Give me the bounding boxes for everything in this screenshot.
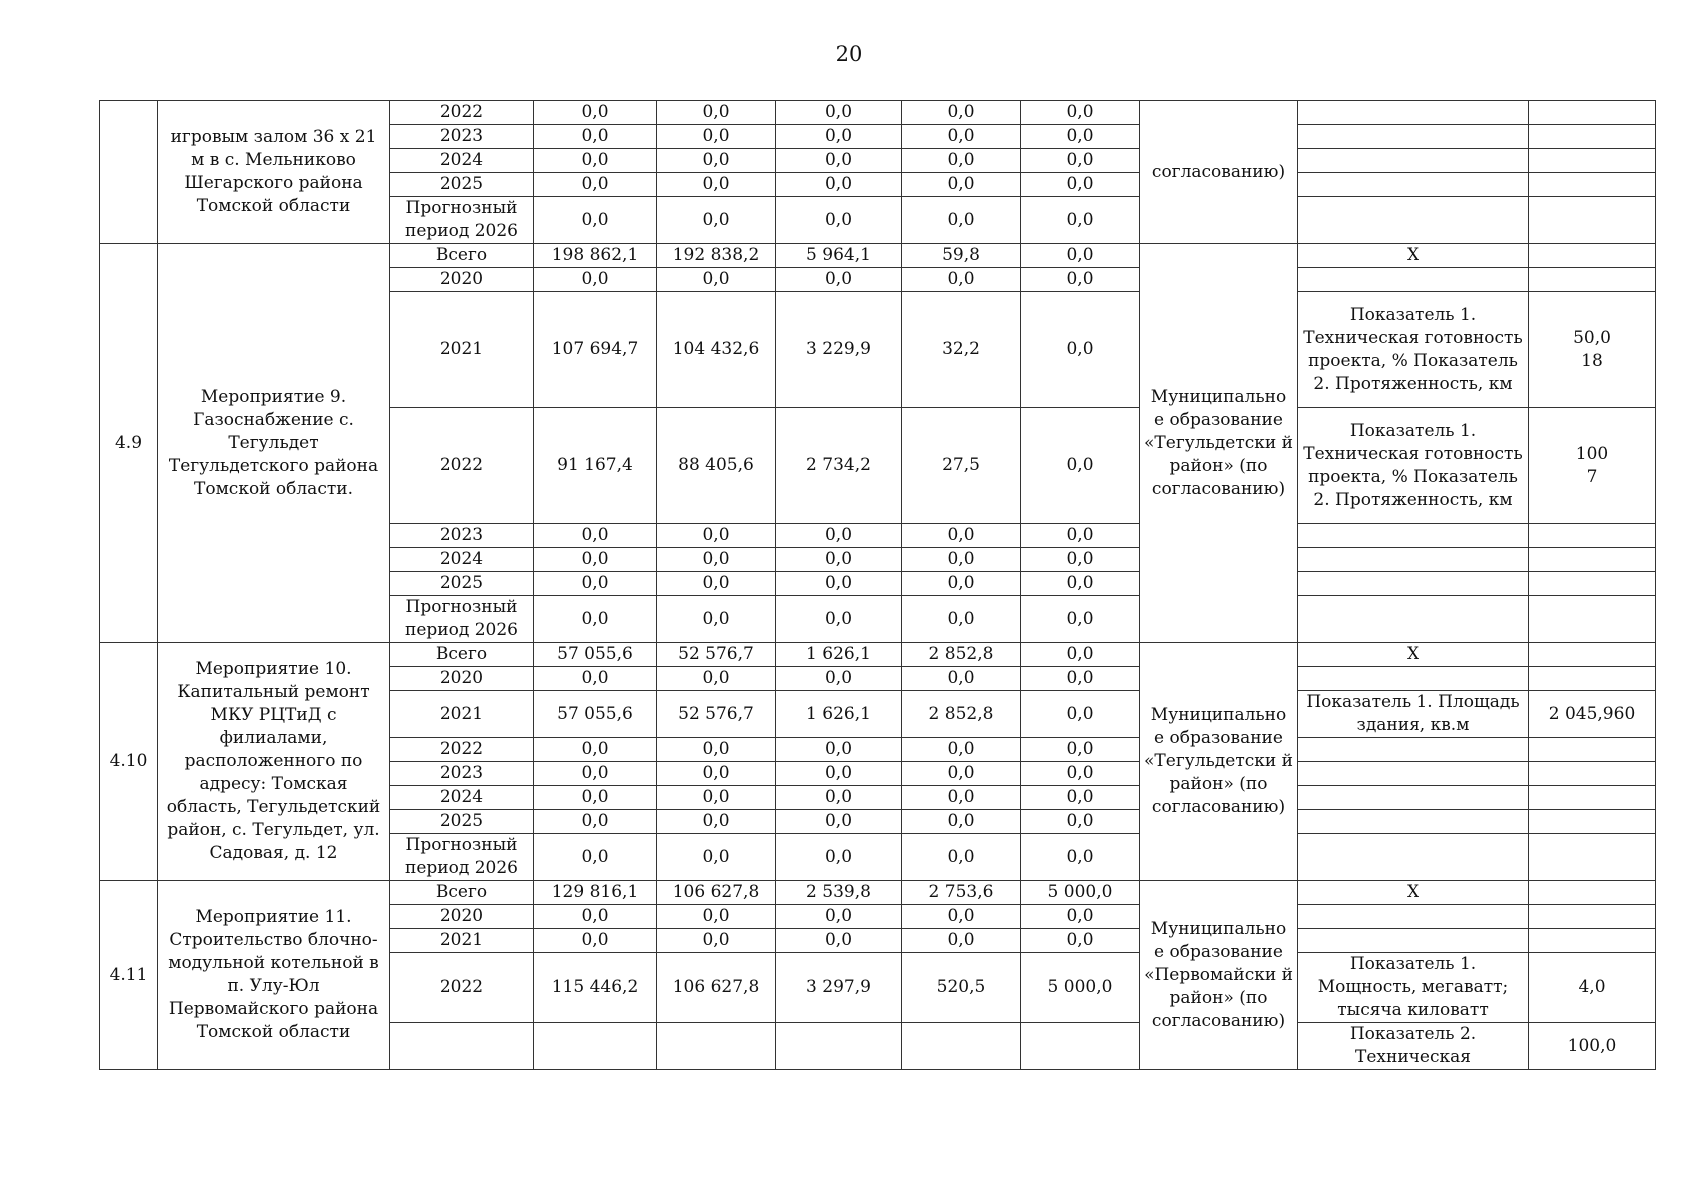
indicator-cell (1298, 173, 1529, 197)
indicator-value (1529, 173, 1656, 197)
amount-cell: 0,0 (902, 173, 1021, 197)
amount-cell: 0,0 (534, 268, 657, 292)
indicator-value (1529, 524, 1656, 548)
indicator-value: 100,0 (1529, 1023, 1656, 1070)
indicator-value-line: 50,0 (1573, 327, 1611, 348)
indicator-value: 4,0 (1529, 953, 1656, 1023)
amount-cell: 0,0 (1021, 524, 1140, 548)
amount-cell: 0,0 (534, 149, 657, 173)
amount-cell (657, 1023, 776, 1070)
amount-cell: 1 626,1 (776, 691, 902, 738)
amount-cell: 198 862,1 (534, 244, 657, 268)
amount-cell: 0,0 (1021, 762, 1140, 786)
amount-cell: 0,0 (776, 101, 902, 125)
indicator-value (1529, 101, 1656, 125)
amount-cell: 0,0 (657, 905, 776, 929)
indicator-cell: Показатель 2. Техническая (1298, 1023, 1529, 1070)
amount-cell: 3 229,9 (776, 292, 902, 408)
period-cell (390, 1023, 534, 1070)
event-index: 4.10 (100, 643, 158, 881)
amount-cell: 0,0 (534, 524, 657, 548)
indicator-value (1529, 408, 1656, 524)
indicator-value (1529, 905, 1656, 929)
table-row (100, 881, 1656, 905)
indicator-value (1529, 810, 1656, 834)
indicator-cell (1298, 596, 1529, 643)
indicator-cell: X (1298, 881, 1529, 905)
amount-cell: 0,0 (902, 786, 1021, 810)
amount-cell: 115 446,2 (534, 953, 657, 1023)
amount-cell: 3 297,9 (776, 953, 902, 1023)
period-cell: 2022 (390, 408, 534, 524)
event-name: Мероприятие 9. Газоснабжение с. Тегульдет Тегульдетского района Томской области. (158, 244, 390, 643)
amount-cell: 0,0 (1021, 125, 1140, 149)
indicator-value (1529, 834, 1656, 881)
amount-cell: 0,0 (1021, 786, 1140, 810)
executor-cell: Муниципально е образование «Первомайски й район» (по согласованию) (1140, 881, 1298, 1070)
amount-cell: 106 627,8 (657, 953, 776, 1023)
amount-cell: 0,0 (902, 762, 1021, 786)
amount-cell: 520,5 (902, 953, 1021, 1023)
period-cell: 2020 (390, 268, 534, 292)
amount-cell: 0,0 (534, 834, 657, 881)
period-cell: 2023 (390, 524, 534, 548)
indicator-cell: Показатель 1. Мощность, мегаватт; тысяча киловатт (1298, 953, 1529, 1023)
amount-cell: 0,0 (776, 596, 902, 643)
table-row (100, 643, 1656, 667)
period-cell: 2023 (390, 125, 534, 149)
indicator-value (1529, 643, 1656, 667)
amount-cell: 5 964,1 (776, 244, 902, 268)
amount-cell: 0,0 (902, 268, 1021, 292)
amount-cell: 0,0 (1021, 548, 1140, 572)
amount-cell (902, 1023, 1021, 1070)
indicator-cell (1298, 929, 1529, 953)
amount-cell: 2 852,8 (902, 691, 1021, 738)
indicator-value-line: 100 (1575, 443, 1609, 464)
executor-cell: Муниципально е образование «Тегульдетски й район» (по согласованию) (1140, 643, 1298, 881)
amount-cell: 0,0 (1021, 149, 1140, 173)
amount-cell: 0,0 (1021, 738, 1140, 762)
indicator-cell: Показатель 1. Техническая готовность проекта, % Показатель 2. Протяженность, км (1298, 408, 1529, 524)
amount-cell: 129 816,1 (534, 881, 657, 905)
period-cell: 2021 (390, 929, 534, 953)
indicator-value (1529, 667, 1656, 691)
indicator-value (1529, 149, 1656, 173)
amount-cell: 0,0 (902, 929, 1021, 953)
amount-cell: 0,0 (534, 197, 657, 244)
amount-cell: 0,0 (657, 548, 776, 572)
amount-cell: 0,0 (776, 738, 902, 762)
amount-cell: 0,0 (1021, 596, 1140, 643)
amount-cell: 0,0 (1021, 197, 1140, 244)
amount-cell: 107 694,7 (534, 292, 657, 408)
amount-cell: 0,0 (657, 834, 776, 881)
event-index: 4.9 (100, 244, 158, 643)
amount-cell: 0,0 (902, 548, 1021, 572)
indicator-value (1529, 292, 1656, 408)
amount-cell: 0,0 (902, 810, 1021, 834)
amount-cell: 0,0 (1021, 244, 1140, 268)
indicator-value-line: 7 (1586, 466, 1598, 487)
amount-cell: 1 626,1 (776, 643, 902, 667)
amount-cell: 91 167,4 (534, 408, 657, 524)
amount-cell: 0,0 (534, 905, 657, 929)
indicator-value: 2 045,960 (1529, 691, 1656, 738)
amount-cell: 88 405,6 (657, 408, 776, 524)
amount-cell: 2 539,8 (776, 881, 902, 905)
amount-cell: 0,0 (1021, 572, 1140, 596)
amount-cell (1021, 1023, 1140, 1070)
amount-cell: 0,0 (902, 596, 1021, 643)
event-name: Мероприятие 11. Строительство блочно-модульной котельной в п. Улу-Юл Первомайского района Томской области (158, 881, 390, 1070)
amount-cell: 0,0 (776, 524, 902, 548)
period-cell: 2020 (390, 905, 534, 929)
amount-cell: 0,0 (657, 810, 776, 834)
indicator-value (1529, 762, 1656, 786)
amount-cell: 0,0 (776, 786, 902, 810)
amount-cell: 0,0 (902, 667, 1021, 691)
amount-cell: 0,0 (776, 149, 902, 173)
amount-cell: 0,0 (1021, 691, 1140, 738)
amount-cell: 106 627,8 (657, 881, 776, 905)
indicator-value (1529, 244, 1656, 268)
amount-cell: 0,0 (1021, 667, 1140, 691)
page-number: 20 (835, 42, 863, 66)
amount-cell: 0,0 (657, 596, 776, 643)
amount-cell: 0,0 (657, 125, 776, 149)
amount-cell: 0,0 (657, 173, 776, 197)
amount-cell: 0,0 (657, 786, 776, 810)
amount-cell: 57 055,6 (534, 691, 657, 738)
indicator-cell (1298, 572, 1529, 596)
table-row (100, 244, 1656, 268)
period-cell: 2024 (390, 149, 534, 173)
indicator-cell (1298, 834, 1529, 881)
indicator-cell (1298, 197, 1529, 244)
indicator-cell: Показатель 1. Техническая готовность проекта, % Показатель 2. Протяженность, км (1298, 292, 1529, 408)
amount-cell: 0,0 (657, 524, 776, 548)
amount-cell: 0,0 (902, 572, 1021, 596)
table-row (100, 101, 1656, 125)
period-cell: 2021 (390, 691, 534, 738)
indicator-value (1529, 268, 1656, 292)
amount-cell: 0,0 (1021, 173, 1140, 197)
amount-cell: 0,0 (1021, 292, 1140, 408)
amount-cell: 0,0 (534, 667, 657, 691)
indicator-value (1529, 738, 1656, 762)
amount-cell: 5 000,0 (1021, 881, 1140, 905)
amount-cell: 0,0 (776, 834, 902, 881)
event-name: Мероприятие 10. Капитальный ремонт МКУ РЦТиД с филиалами, расположенного по адресу: Томская область, Тегульдетский район, с. Тегульдет, ул. Садовая, д. 12 (158, 643, 390, 881)
amount-cell: 59,8 (902, 244, 1021, 268)
indicator-value (1529, 197, 1656, 244)
amount-cell: 0,0 (776, 810, 902, 834)
amount-cell: 104 432,6 (657, 292, 776, 408)
amount-cell: 0,0 (534, 596, 657, 643)
amount-cell: 0,0 (1021, 834, 1140, 881)
amount-cell: 0,0 (776, 268, 902, 292)
amount-cell: 0,0 (776, 125, 902, 149)
amount-cell: 5 000,0 (1021, 953, 1140, 1023)
amount-cell: 0,0 (534, 173, 657, 197)
indicator-cell (1298, 125, 1529, 149)
amount-cell: 0,0 (657, 572, 776, 596)
indicator-value (1529, 125, 1656, 149)
period-cell: 2021 (390, 292, 534, 408)
indicator-cell (1298, 762, 1529, 786)
period-cell: 2024 (390, 548, 534, 572)
indicator-value (1529, 548, 1656, 572)
period-cell: Прогнозный период 2026 (390, 596, 534, 643)
period-cell: Всего (390, 881, 534, 905)
amount-cell: 0,0 (534, 762, 657, 786)
indicator-value (1529, 572, 1656, 596)
budget-table (99, 100, 1656, 1070)
amount-cell: 0,0 (902, 197, 1021, 244)
indicator-value (1529, 881, 1656, 905)
amount-cell: 2 734,2 (776, 408, 902, 524)
amount-cell: 0,0 (1021, 810, 1140, 834)
amount-cell: 0,0 (657, 929, 776, 953)
indicator-cell (1298, 905, 1529, 929)
amount-cell (534, 1023, 657, 1070)
indicator-value (1529, 596, 1656, 643)
amount-cell: 2 852,8 (902, 643, 1021, 667)
period-cell: 2025 (390, 572, 534, 596)
amount-cell: 0,0 (534, 738, 657, 762)
indicator-cell (1298, 667, 1529, 691)
period-cell: 2025 (390, 173, 534, 197)
indicator-cell (1298, 786, 1529, 810)
amount-cell: 2 753,6 (902, 881, 1021, 905)
amount-cell: 0,0 (776, 173, 902, 197)
amount-cell: 52 576,7 (657, 691, 776, 738)
indicator-cell (1298, 524, 1529, 548)
amount-cell: 0,0 (1021, 643, 1140, 667)
amount-cell: 0,0 (776, 548, 902, 572)
amount-cell: 0,0 (902, 738, 1021, 762)
amount-cell: 0,0 (1021, 929, 1140, 953)
period-cell: Прогнозный период 2026 (390, 834, 534, 881)
indicator-cell: X (1298, 244, 1529, 268)
executor-cell: согласованию) (1140, 101, 1298, 244)
period-cell: 2022 (390, 953, 534, 1023)
event-index: 4.11 (100, 881, 158, 1070)
amount-cell: 57 055,6 (534, 643, 657, 667)
indicator-value (1529, 786, 1656, 810)
amount-cell: 0,0 (534, 125, 657, 149)
amount-cell: 0,0 (1021, 268, 1140, 292)
amount-cell: 192 838,2 (657, 244, 776, 268)
period-cell: Всего (390, 244, 534, 268)
event-index (100, 101, 158, 244)
indicator-cell: X (1298, 643, 1529, 667)
amount-cell: 32,2 (902, 292, 1021, 408)
indicator-cell (1298, 101, 1529, 125)
amount-cell: 0,0 (657, 197, 776, 244)
indicator-cell (1298, 548, 1529, 572)
amount-cell: 0,0 (534, 572, 657, 596)
amount-cell: 0,0 (1021, 408, 1140, 524)
period-cell: 2020 (390, 667, 534, 691)
period-cell: 2023 (390, 762, 534, 786)
indicator-cell (1298, 810, 1529, 834)
indicator-cell (1298, 149, 1529, 173)
indicator-cell: Показатель 1. Площадь здания, кв.м (1298, 691, 1529, 738)
amount-cell: 0,0 (657, 667, 776, 691)
indicator-cell (1298, 268, 1529, 292)
period-cell: 2024 (390, 786, 534, 810)
amount-cell (776, 1023, 902, 1070)
period-cell: Прогнозный период 2026 (390, 197, 534, 244)
event-name: игровым залом 36 х 21 м в с. Мельниково Шегарского района Томской области (158, 101, 390, 244)
amount-cell: 0,0 (902, 125, 1021, 149)
amount-cell: 0,0 (776, 197, 902, 244)
indicator-cell (1298, 738, 1529, 762)
amount-cell: 0,0 (534, 929, 657, 953)
amount-cell: 0,0 (1021, 905, 1140, 929)
period-cell: Всего (390, 643, 534, 667)
amount-cell: 0,0 (657, 762, 776, 786)
amount-cell: 0,0 (902, 149, 1021, 173)
amount-cell: 0,0 (657, 101, 776, 125)
amount-cell: 0,0 (776, 762, 902, 786)
amount-cell: 0,0 (776, 667, 902, 691)
amount-cell: 0,0 (902, 834, 1021, 881)
amount-cell: 52 576,7 (657, 643, 776, 667)
amount-cell: 0,0 (1021, 101, 1140, 125)
period-cell: 2022 (390, 738, 534, 762)
amount-cell: 0,0 (776, 572, 902, 596)
indicator-value (1529, 929, 1656, 953)
amount-cell: 0,0 (534, 548, 657, 572)
amount-cell: 0,0 (657, 268, 776, 292)
period-cell: 2025 (390, 810, 534, 834)
amount-cell: 0,0 (902, 101, 1021, 125)
executor-cell: Муниципально е образование «Тегульдетски й район» (по согласованию) (1140, 244, 1298, 643)
amount-cell: 0,0 (657, 149, 776, 173)
amount-cell: 0,0 (534, 786, 657, 810)
amount-cell: 0,0 (534, 810, 657, 834)
amount-cell: 0,0 (657, 738, 776, 762)
amount-cell: 0,0 (902, 905, 1021, 929)
amount-cell: 0,0 (776, 929, 902, 953)
amount-cell: 0,0 (534, 101, 657, 125)
indicator-value-line: 18 (1581, 350, 1603, 371)
amount-cell: 0,0 (902, 524, 1021, 548)
period-cell: 2022 (390, 101, 534, 125)
amount-cell: 27,5 (902, 408, 1021, 524)
amount-cell: 0,0 (776, 905, 902, 929)
